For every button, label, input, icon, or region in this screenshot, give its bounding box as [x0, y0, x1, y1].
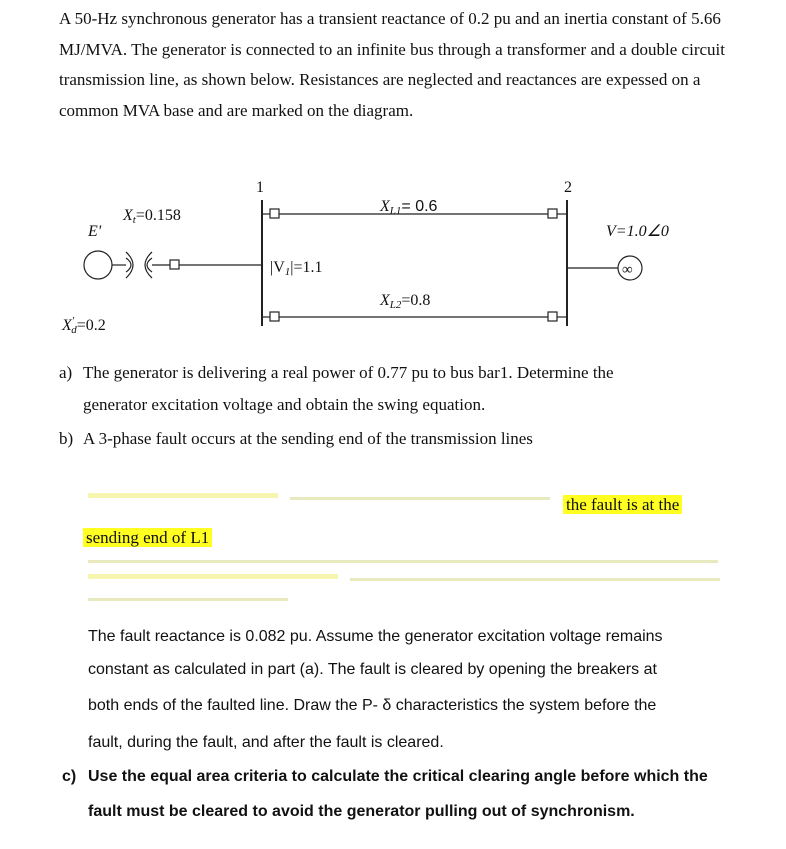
- part-b-line-5: fault, during the fault, and after the fault is cleared.: [88, 734, 444, 751]
- redaction-mark: [88, 493, 278, 498]
- xl1-label: XL1= 0.6: [380, 198, 438, 217]
- highlight-text-1: the fault is at the: [563, 495, 682, 515]
- redaction-mark: [350, 578, 720, 581]
- highlight-text-2: sending end of L1: [83, 528, 212, 548]
- redaction-mark: [88, 560, 718, 563]
- bus-1-label: 1: [256, 179, 264, 196]
- part-a-line-1: The generator is delivering a real power of 0.77 pu to bus bar1. Determine the: [83, 363, 614, 382]
- part-c-label: c): [62, 768, 77, 785]
- redaction-mark: [290, 497, 550, 500]
- one-line-diagram: [0, 0, 786, 340]
- infinity-icon: ∞: [622, 262, 633, 278]
- part-b-line-3: constant as calculated in part (a). The fault is cleared by opening the breakers at: [88, 661, 657, 678]
- generator-symbol: [84, 251, 112, 279]
- xt-label: Xt=0.158: [123, 207, 181, 226]
- xd-label: X′ d=0.2: [62, 315, 106, 336]
- redaction-mark: [88, 574, 338, 579]
- v1-label: |V1|=1.1: [270, 259, 323, 278]
- problem-intro: A 50-Hz synchronous generator has a transient reactance of 0.2 pu and an inertia constant of 5.66 MJ/MVA. The generator is connected to an infinite bus through a transformer and a double circuit transmission line, as shown below. Resistances are neglected and reactances are expessed on a common MVA base and are marked on the diagram.: [59, 9, 725, 120]
- part-a-label: a): [59, 363, 73, 382]
- part-b-line-1: A 3-phase fault occurs at the sending end of the transmission lines: [83, 429, 533, 448]
- part-a: [59, 363, 759, 423]
- transformer-symbol: [126, 252, 152, 278]
- infinite-bus-voltage-label: V=1.0∠0: [606, 223, 669, 240]
- part-c-line-1: Use the equal area criteria to calculate the critical clearing angle before which the: [88, 768, 708, 785]
- part-b-line-4: both ends of the faulted line. Draw the P- δ characteristics the system before the: [88, 697, 657, 714]
- e-prime-label: E': [88, 223, 102, 240]
- redaction-mark: [88, 598, 288, 601]
- xl2-label: XL2=0.8: [380, 292, 431, 311]
- part-b: [59, 429, 759, 449]
- part-b-label: b): [59, 429, 74, 448]
- part-b-line-2: The fault reactance is 0.082 pu. Assume the generator excitation voltage remains: [88, 628, 663, 645]
- bus-2-label: 2: [564, 179, 572, 196]
- part-a-line-2: generator excitation voltage and obtain the swing equation.: [83, 395, 486, 414]
- part-c-line-2: fault must be cleared to avoid the generator pulling out of synchronism.: [88, 803, 635, 820]
